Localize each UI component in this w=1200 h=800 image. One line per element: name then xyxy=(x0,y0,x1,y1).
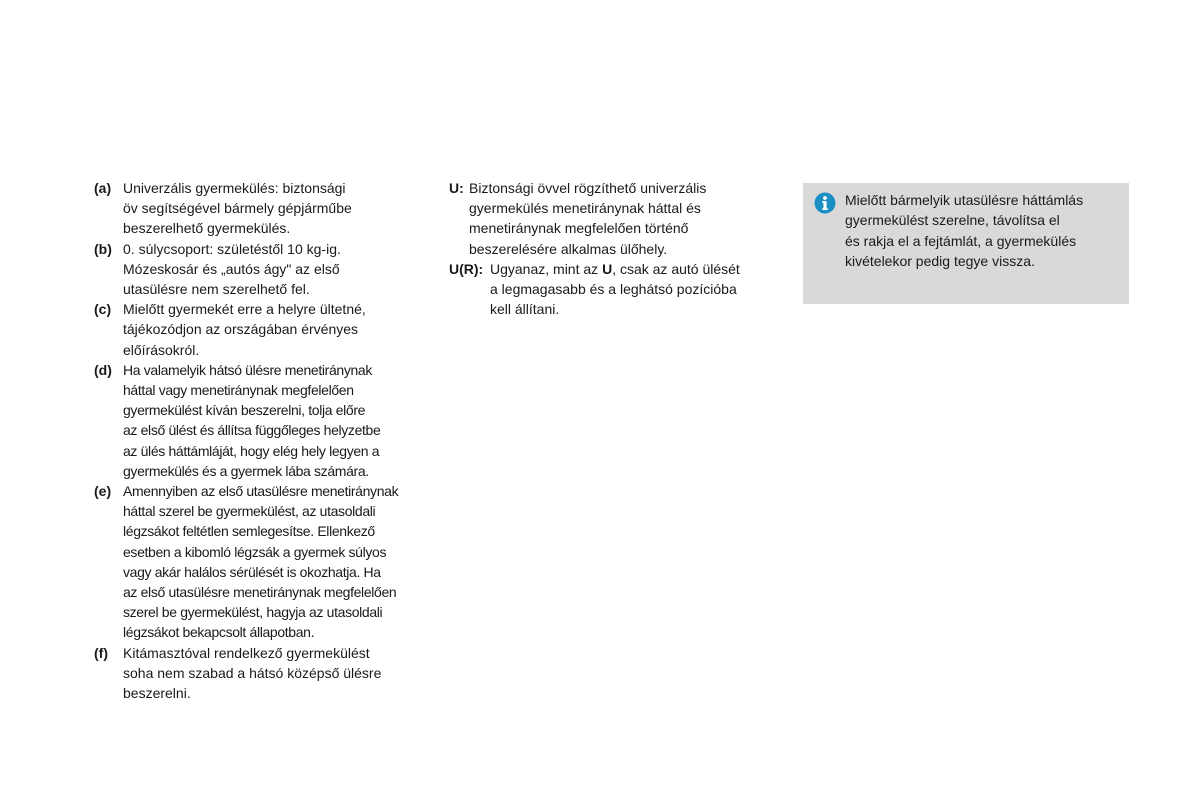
item-text: 0. súlycsoport: születéstől 10 kg-ig. Mózeskosár és „autós ágy" az első utasülésre nem szerelhető fel. xyxy=(123,240,341,298)
item-key: (a) xyxy=(94,180,112,196)
left-column xyxy=(94,178,434,703)
definition-text xyxy=(490,259,779,320)
item-text: Univerzális gyermekülés: biztonsági öv segítségével bármely gépjárműbe beszerelhető gyermekülés. xyxy=(123,180,352,237)
info-icon xyxy=(814,192,836,214)
definition-bold-u: U xyxy=(602,260,613,277)
definition-key: U: xyxy=(449,180,464,196)
item-text: Mielőtt gyermekét erre a helyre ültetné, tájékozódjon az országában érvényes előírásokról. xyxy=(123,301,366,358)
info-note-text: Mielőtt bármelyik utasülésre háttámlás gyermekülést szerelne, távolítsa el és rakja el a fejtámlát, a gyermekülés kivételekor pedig tegye vissza. xyxy=(845,192,1084,269)
item-text: Amennyiben az első utasülésre menetiránynak háttal szerel be gyermekülést, az utasoldali légzsákot feltétlen semlegesítse. Ellenkező esetben a kibomló légzsák a gyermek súlyos vagy akár halálos sérülését is okozhatja. Ha az első utasülésre menetiránynak megfelelően szerel be gyermekülést, hagyja az utasoldali légzsákot bekapcsolt állapotban. xyxy=(123,483,399,641)
list-item-c xyxy=(94,299,434,360)
definition-text-start: Ugyanaz, mint az xyxy=(490,260,603,277)
item-key: (d) xyxy=(94,361,112,378)
definition-ur xyxy=(449,259,779,320)
definition-text-end: , csak az autó ülését a legmagasabb és a leghátsó pozícióba kell állítani. xyxy=(490,260,740,318)
item-key: (e) xyxy=(94,483,112,500)
item-key: (b) xyxy=(94,240,112,257)
list-item-d xyxy=(94,360,434,481)
definition-u xyxy=(449,178,779,259)
middle-column xyxy=(449,178,779,319)
list-item-f xyxy=(94,643,434,704)
list-item-a xyxy=(94,178,434,239)
list-item-e xyxy=(94,481,434,643)
definition-text: Biztonsági övvel rögzíthető univerzális gyermekülés menetiránynak háttal és menetiránynak megfelelően történő beszerelésére alkalmas ülőhely. xyxy=(469,180,707,257)
item-text: Kitámasztóval rendelkező gyermekülést soha nem szabad a hátsó középső ülésre beszerelni. xyxy=(123,644,382,702)
definition-key: U(R): xyxy=(449,260,484,277)
item-text: Ha valamelyik hátsó ülésre menetiránynak háttal vagy menetiránynak megfelelően gyermekülést kíván beszerelni, tolja előre az első ülést és állítsa függőleges helyzetbe az ülés háttámláját, hogy elég hely legyen a gyermekülés és a gyermek lába számára. xyxy=(123,361,381,479)
item-key: (f) xyxy=(94,644,108,661)
info-note-box xyxy=(803,183,1129,304)
item-key: (c) xyxy=(94,301,112,318)
list-item-b xyxy=(94,239,434,300)
